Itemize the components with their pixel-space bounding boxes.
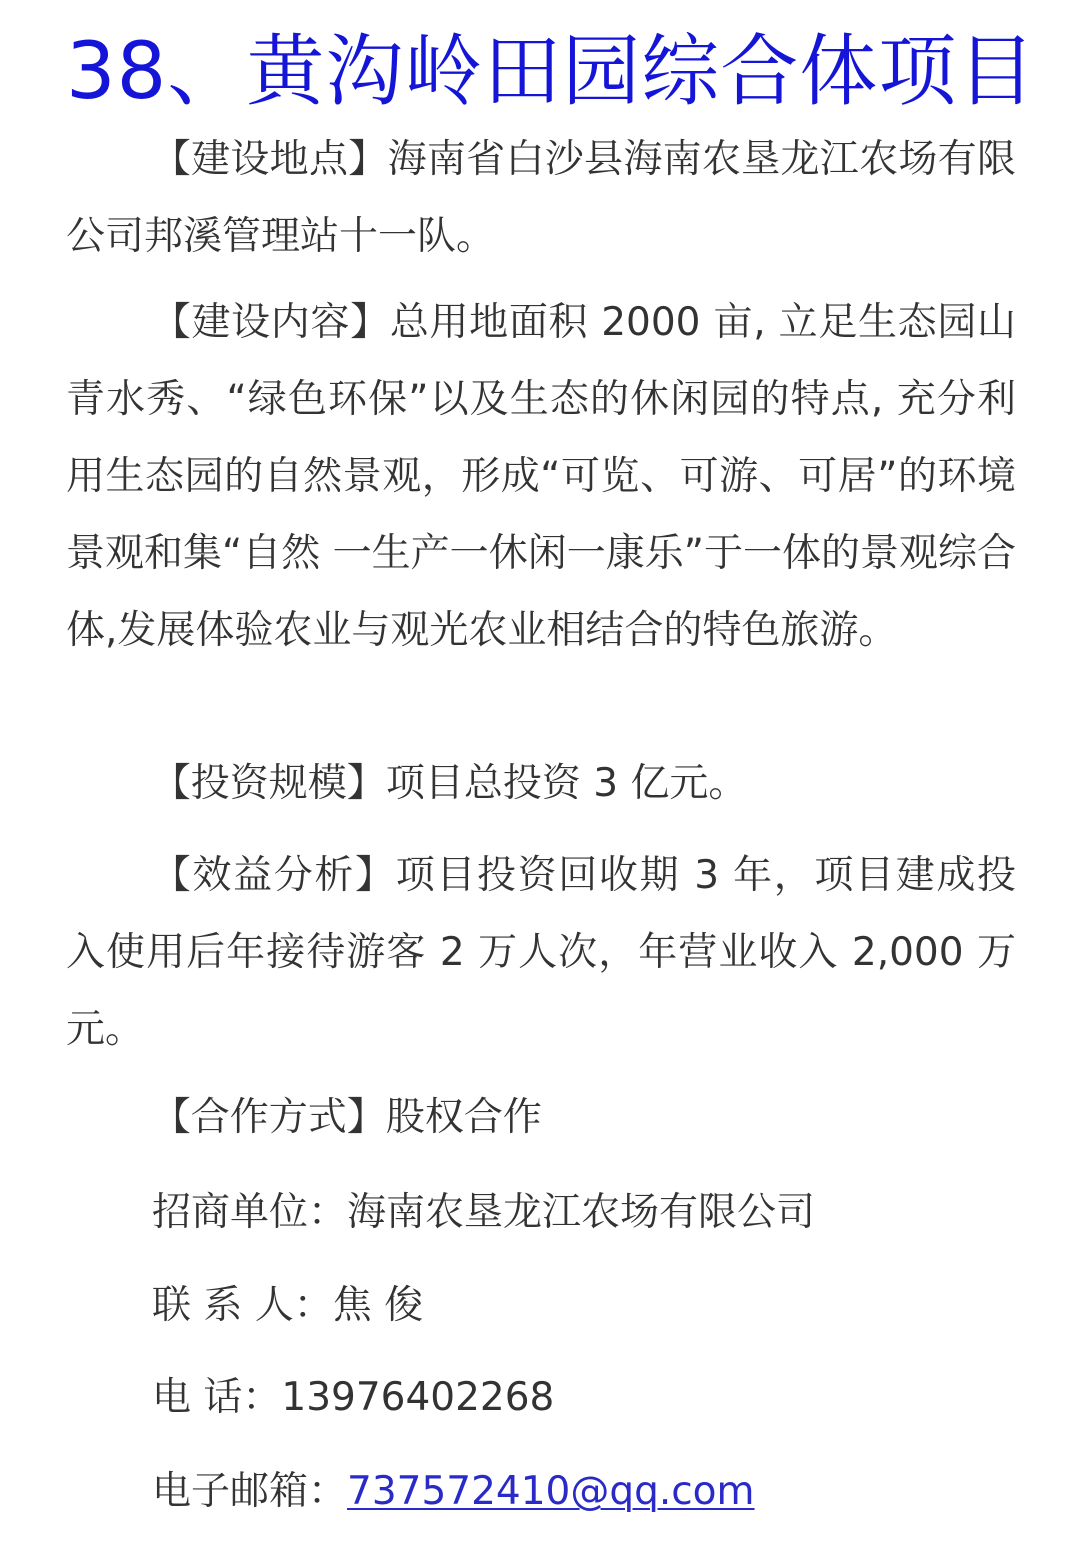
- contact-phone: [152, 1368, 554, 1428]
- section-investment: [66, 745, 1016, 822]
- contact-phone-value: 13976402268: [281, 1375, 555, 1420]
- section-text: 海南省白沙县海南农垦龙江农场有限公司邦溪管理站十一队。: [66, 137, 1016, 259]
- section-text: 股权合作: [385, 1095, 542, 1140]
- section-text: 项目总投资 3 亿元。: [385, 761, 748, 806]
- contact-person: [152, 1276, 423, 1336]
- contact-email: [152, 1462, 755, 1522]
- contact-unit-value: 海南农垦龙江农场有限公司: [347, 1190, 816, 1235]
- contact-person-label: 联 系 人：: [152, 1283, 333, 1328]
- section-label: 【建设内容】: [151, 300, 390, 345]
- contact-person-value: 焦 俊: [332, 1283, 424, 1328]
- section-content: [66, 284, 1016, 669]
- section-label: 【合作方式】: [151, 1095, 386, 1140]
- section-label: 【效益分析】: [151, 853, 396, 898]
- contact-email-label: 电子邮箱：: [152, 1469, 348, 1514]
- section-benefit: [66, 837, 1016, 1068]
- section-text: 总用地面积 2000 亩, 立足生态园山青水秀、“绿色环保”以及生态的休闲园的特点, 充分利用生态园的自然景观，形成“可览、可游、可居”的环境景观和集“自然 一生产一休闲一康乐”于一体的景观综合体,发展体验农业与观光农业相结合的特色旅游。: [66, 300, 1016, 653]
- page-title: 38、黄沟岭田园综合体项目: [66, 27, 1037, 117]
- contact-phone-label: 电 话：: [152, 1375, 282, 1420]
- section-label: 【建设地点】: [151, 137, 388, 182]
- section-label: 【投资规模】: [151, 761, 386, 806]
- section-cooperation: [66, 1079, 1016, 1156]
- contact-unit-label: 招商单位：: [152, 1190, 348, 1235]
- section-location: [66, 121, 1016, 275]
- contact-unit: [152, 1183, 815, 1243]
- email-link[interactable]: 737572410@qq.com: [347, 1469, 755, 1514]
- section-text: 项目投资回收期 3 年，项目建成投入使用后年接待游客 2 万人次，年营业收入 2,000 万元。: [66, 853, 1016, 1052]
